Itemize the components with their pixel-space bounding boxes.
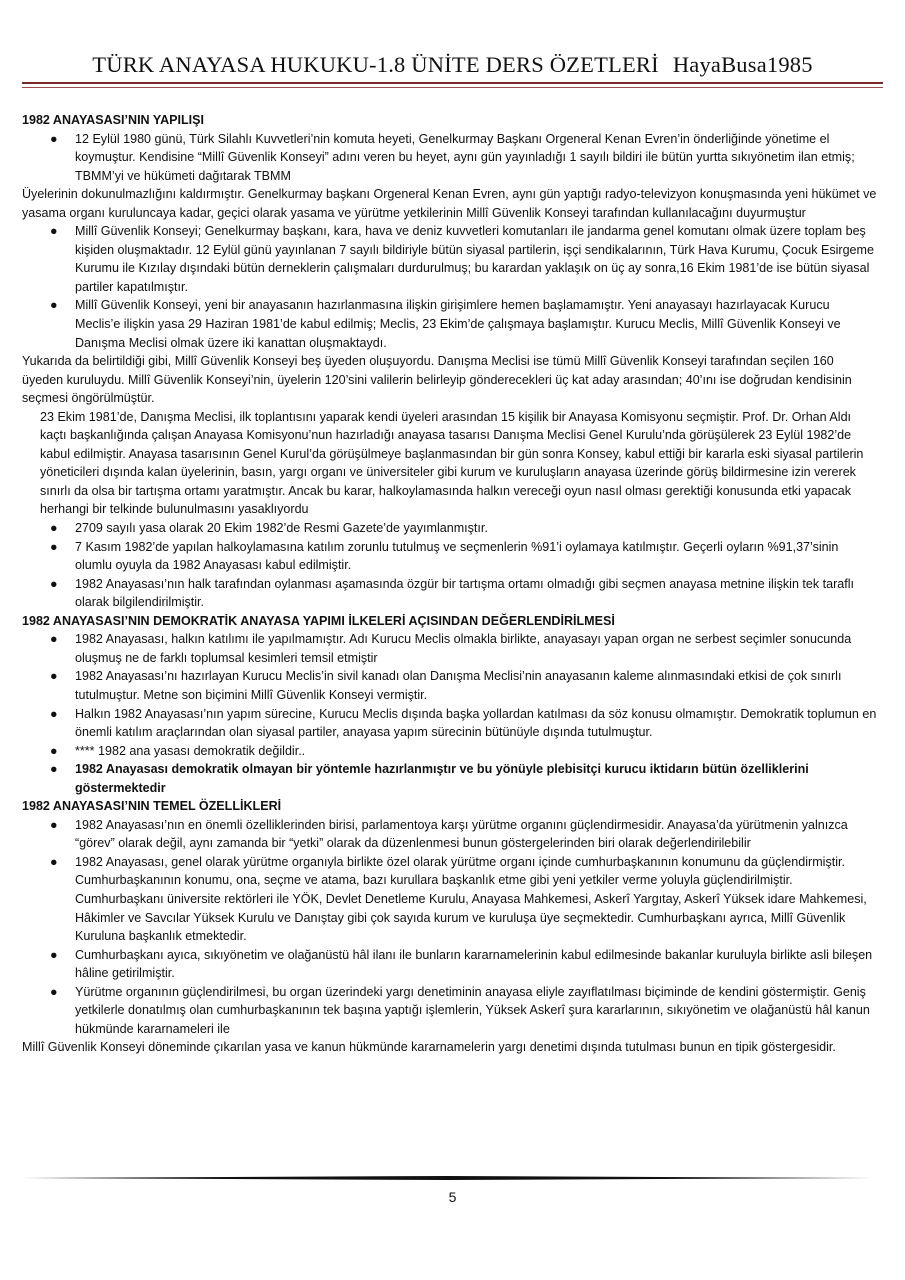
list-item <box>22 760 877 797</box>
header-author: HayaBusa1985 <box>672 52 813 77</box>
list-item-text: Millî Güvenlik Konseyi, yeni bir anayasanın hazırlanmasına ilişkin girişimlere hemen başlamamıştır. Yeni anayasayı hazırlayacak Kurucu Meclis’e ilişkin yasa 29 Haziran 1981’de kabul edilmiş; Meclis, 23 Ekim’de çalışmaya başlamıştır. Kurucu Meclis, Millî Güvenlik Konseyi ve Danışma Meclisi olmak üzere iki kanattan oluşmaktaydı. <box>75 298 841 350</box>
bullet-icon: ● <box>50 632 58 647</box>
list-item-text: Cumhurbaşkanı ayıca, sıkıyönetim ve olağanüstü hâl ilanı ile bunların kararnamelerinin kabul edilmesinde bakanlar kuruluyla birlikte asli bileşen hâline getirilmiştir. <box>75 947 873 981</box>
bullet-icon: ● <box>50 539 58 554</box>
list-item-text: 1982 Anayasası’nı hazırlayan Kurucu Meclis’in sivil kanadı olan Danışma Meclisi’nin anayasanın kaleme alınmasındaki etkisi de çok sınırlı tutulmuştur. Metne son biçimini Millî Güvenlik Konseyi vermiştir. <box>75 669 842 702</box>
page-number: 5 <box>448 1189 457 1205</box>
bullet-icon: ● <box>50 131 58 146</box>
section-title: 1982 ANAYASASI’NIN YAPILIŞI <box>22 113 205 127</box>
list-item <box>22 983 877 1039</box>
list-item-text: **** 1982 ana yasası demokratik değildir.. <box>75 743 306 758</box>
paragraph: 23 Ekim 1981’de, Danışma Meclisi, ilk toplantısını yaparak kendi üyeleri arasından 15 kişilik bir Anayasa Komisyonu seçmiştir. Prof. Dr. Orhan Aldı kaçtı başkanlığında çalışan Anayasa Komisyonu’nun hazırladığı anayasa tasarısı Danışma Meclisi Genel Kurulu’nda görüşülerek 23 Eylül 1982’de kabul edilmiştir. Anayasa tasarısının Genel Kurul’da görüşülmeye başlanmasından bir gün sonra Konsey, kabul ettiği bir kararla eski siyasal partilerin yöneticileri dışında kalan üyelerinin, basın, yargı organı ve üniversiteler gibi kurum ve kuruluşların anayasa üzerinde görüş bildirmesine izin vererek sınırlı da olsa bir tartışma ortamı yaratmıştır. Ancak bu karar, halkoylamasında halkın vereceği oyun nasıl olması gerektiği konusunda etki yapacak herhangi bir telkinde bulunulmasını yasaklıyordu <box>40 409 864 517</box>
list-item <box>22 853 877 946</box>
list-item <box>22 667 877 704</box>
bullet-list <box>22 130 877 186</box>
list-item-text: 1982 Anayasası, halkın katılımı ile yapılmamıştır. Adı Kurucu Meclis olmakla birlikte, anayasayı yapan organ ne serbest seçimler sonucunda oluşmuş ne de farklı toplumsal kesimleri temsil etmiştir <box>75 632 852 665</box>
bullet-icon: ● <box>50 817 58 832</box>
list-item-text-bold: 1982 Anayasası demokratik olmayan bir yöntemle hazırlanmıştır ve bu yönüyle plebisitçi kurucu iktidarın bütün özelliklerini göstermektedir <box>75 762 809 795</box>
bullet-icon: ● <box>50 298 58 313</box>
page-header <box>0 52 905 78</box>
bullet-icon: ● <box>50 947 58 962</box>
list-item <box>22 946 877 983</box>
list-item-text: 1982 Anayasası’nın halk tarafından oylanması aşamasında özgür bir tartışma ortamı olmadığı gibi seçmen anayasa metnine ilişkin tek taraflı olarak bilgilendirilmiştir. <box>75 576 855 610</box>
header-rule <box>22 82 883 84</box>
list-item <box>22 519 877 538</box>
bullet-icon: ● <box>50 576 58 591</box>
list-item-text: 1982 Anayasası’nın en önemli özelliklerinden birisi, parlamentoya karşı yürütme organını güçlendirmesidir. Anayasa’da yürütmenin yalnızca “görev” olarak değil, aynı zamanda bir “yetki” olarak da düzenlenmesi bunun göstergelerinden biri olarak değerlendirilebilir <box>75 817 848 851</box>
list-item <box>22 538 877 575</box>
paragraph: Yukarıda da belirtildiği gibi, Millî Güvenlik Konseyi beş üyeden oluşuyordu. Danışma Meclisi ise tümü Millî Güvenlik Konseyi tarafından seçilen 160 üyeden kuruluydu. Millî Güvenlik Konseyi’nin, üyelerin 120’sini valilerin belirleyip gönderecekleri üç kat aday arasından; 40’ını ise doğrudan kendisinin seçmesi öngörülmüştür. <box>22 354 852 406</box>
page-body <box>22 111 877 1057</box>
bullet-icon: ● <box>50 743 58 758</box>
list-item <box>22 742 877 761</box>
bullet-list <box>22 222 877 352</box>
list-item-text: 7 Kasım 1982’de yapılan halkoylamasına katılım zorunlu tutulmuş ve seçmenlerin %91’i oylamaya katılmıştır. Geçerli oyların %91,37’sinin olumlu oyuyla da 1982 Anayasası kabul edilmiştir. <box>75 539 839 573</box>
section-title: 1982 ANAYASASI’NIN DEMOKRATİK ANAYASA YAPIMI İLKELERİ AÇISINDAN DEĞERLENDİRİLMESİ <box>22 613 615 628</box>
bullet-icon: ● <box>50 854 58 869</box>
bullet-icon: ● <box>50 224 58 239</box>
bullet-icon: ● <box>50 762 58 777</box>
list-item-text: Yürütme organının güçlendirilmesi, bu organ üzerindeki yargı denetiminin anayasa eliyle zayıflatılması biçiminde de kendini göstermiştir. Geniş yetkilerle donatılmış olan cumhurbaşkanının tek başına yaptığı işlemlerin, Yüksek Askerî şura kararlarının, sıkıyönetim ve olağanüstü hâl kanun hükmünde kararnameleri ile <box>75 984 870 1036</box>
list-item <box>22 575 877 612</box>
bullet-icon: ● <box>50 706 58 721</box>
list-item <box>22 222 877 296</box>
list-item-text: 1982 Anayasası, genel olarak yürütme organıyla birlikte özel olarak yürütme organı içinde cumhurbaşkanının konumunu da güçlendirmiştir. Cumhurbaşkanının konumu, ona, seçme ve atama, bazı kurullara başkanlık etme gibi yeni yetkiler verme yoluyla güçlendirilmiştir. Cumhurbaşkanı üniversite rektörleri ile YÖK, Devlet Denetleme Kurulu, Anayasa Mahkemesi, Askerî Yargıtay, Askerî Yüksek idare Mahkemesi, Hâkimler ve Savcılar Yüksek Kurulu ve Danıştay gibi çok sayıda kurum ve kuruluşa üye seçmektedir. Cumhurbaşkanı ayrıca, Millî Güvenlik Kuruluna başkanlık etmektedir. <box>75 854 867 944</box>
header-title: TÜRK ANAYASA HUKUKU-1.8 ÜNİTE DERS ÖZETLERİ <box>92 52 659 77</box>
bullet-icon: ● <box>50 984 58 999</box>
list-item <box>22 705 877 742</box>
section-title: 1982 ANAYASASI’NIN TEMEL ÖZELLİKLERİ <box>22 799 282 814</box>
list-item <box>22 816 877 853</box>
list-item <box>22 296 877 352</box>
list-item <box>22 130 877 186</box>
list-item <box>22 630 877 667</box>
list-item-text: 2709 sayılı yasa olarak 20 Ekim 1982’de Resmi Gazete’de yayımlanmıştır. <box>75 521 488 536</box>
list-item-text: 12 Eylül 1980 günü, Türk Silahlı Kuvvetleri’nin komuta heyeti, Genelkurmay Başkanı Orgeneral Kenan Evren’in önderliğinde yönetime el koymuştur. Kendisine “Millî Güvenlik Konseyi” adını veren bu heyet, aynı gün yayınladığı 1 sayılı bildiri ile bütün yurtta sıkıyönetim ilan etmiş; TBMM’yi ve hükümeti dağıtarak TBMM <box>75 131 855 183</box>
bullet-icon: ● <box>50 521 58 536</box>
header-rule-thin <box>22 87 883 88</box>
list-item-text: Millî Güvenlik Konseyi; Genelkurmay başkanı, kara, hava ve deniz kuvvetleri komutanları ile jandarma genel komutanı olmak üzere toplam beş kişiden oluşmaktadır. 12 Eylül günü yayınlanan 7 sayılı bildiriyle bütün siyasal partilerin, işçi sendikalarının, Türk Hava Kurumu, Çocuk Esirgeme Kurumu ile Kızılay dışındaki bütün derneklerin çalışmaları durdurulmuş; bu karardan yaklaşık on üç ay sonra,16 Ekim 1981’de ise bütün siyasal partiler kapatılmıştır. <box>75 224 874 294</box>
bullet-icon: ● <box>50 669 58 684</box>
footer-rule <box>22 1176 872 1180</box>
paragraph: Üyelerinin dokunulmazlığını kaldırmıştır. Genelkurmay başkanı Orgeneral Kenan Evren, aynı gün yaptığı radyo-televizyon konuşmasında yeni hükümet ve yasama organı kuruluncaya kadar, geçici olarak yasama ve yürütme yetkilerinin Millî Güvenlik Konseyi tarafından kullanılacağını duyurmuştur <box>22 187 877 220</box>
bullet-list <box>22 630 877 797</box>
paragraph: Millî Güvenlik Konseyi döneminde çıkarılan yasa ve kanun hükmünde kararnamelerin yargı denetimi dışında tutulması bunun en tipik göstergesidir. <box>22 1040 836 1055</box>
list-item-text: Halkın 1982 Anayasası’nın yapım sürecine, Kurucu Meclis dışında başka yollardan katılması da söz konusu olmamıştır. Demokratik toplumun en önemli katılım araçlarından olan siyasal partiler, anayasa yapım sürecinin bütünüyle dışında tutulmuştur. <box>75 706 877 740</box>
bullet-list <box>22 816 877 1039</box>
bullet-list <box>22 519 877 612</box>
